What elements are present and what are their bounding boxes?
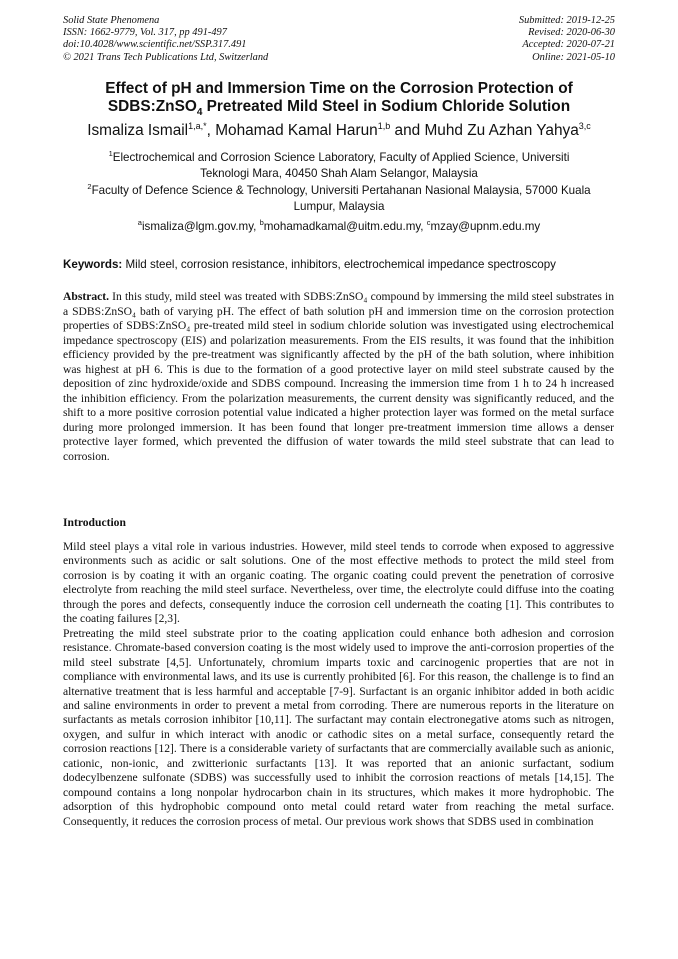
section-heading-introduction: Introduction	[63, 516, 126, 529]
affiliation-1-line-1: Electrochemical and Corrosion Science Laboratory, Faculty of Applied Science, Universiti	[112, 151, 570, 164]
title-line-1: Effect of pH and Immersion Time on the Corrosion Protection of	[105, 80, 573, 97]
author-emails	[40, 219, 638, 235]
affiliation-2-line-2: Lumpur, Malaysia	[293, 200, 385, 213]
journal-name: Solid State Phenomena	[63, 15, 160, 26]
affiliation-2	[60, 183, 618, 215]
title-formula: SDBS:ZnSO	[107, 98, 197, 116]
email-b-marker: b	[259, 218, 264, 228]
title-line-2	[40, 98, 638, 119]
paragraph: Mild steel plays a vital role in various industries. However, mild steel tends to corrode when exposed to aggressive environments such as acidic or salt solutions. One of the most effective methods to protect the mild steel from corrosion is by coating it with an organic coating. The organic coating could prevent the penetration of corrosive electrolyte from reaching the mild steel surface. Nevertheless, over time, the electrolyte could diffuse into the coating through the pores and defects, consequently induce the corrosion cell underneath the coating [1]. This contributes to the coating failures [2,3].	[63, 540, 614, 626]
title-rest: Pretreated Mild Steel in Sodium Chloride Solution	[202, 98, 571, 116]
abstract-label: Abstract.	[63, 290, 110, 303]
email-c[interactable]: mzay@upnm.edu.my	[430, 220, 541, 233]
keywords	[63, 257, 623, 272]
email-b[interactable]: mohamadkamal@uitm.edu.my,	[263, 220, 427, 233]
journal-issn: ISSN: 1662-9779, Vol. 317, pp 491-497	[63, 27, 227, 39]
accepted-date: Accepted: 2020-07-21	[522, 39, 615, 51]
email-a-marker: a	[137, 218, 142, 228]
author-separator: ,	[206, 122, 216, 139]
online-date: Online: 2021-05-10	[532, 51, 615, 63]
author-separator: and	[390, 122, 425, 139]
author-1-affil: 1,a,*	[188, 120, 207, 131]
affiliation-1-marker: 1	[108, 149, 113, 159]
paragraph: Pretreating the mild steel substrate prior to the coating application could enhance both adhesion and corrosion resistance. Chromate-based conversion coating is the most widely used to improve the anti-corrosion properties of the mild steel substrate [4,5]. Unfortunately, chromium imparts toxic and carcinogenic properties that are not in compliance with environmental laws, and its use is currently prohibited [6]. For this reason, the challenge is to find an alternative treatment that is less harmful and acceptable [7-9]. Surfactant is an organic inhibitor added in both acidic and saline environments in order to prevent a metal from corroding. There are numerous reports in the literature on surfactants as metals corrosion inhibitor [10,11]. The surfactant may contain electronegative atoms such as nitrogen, oxygen, and sulfur in which interact with anodic or cathodic sites on a metal surface, consequently retard the corrosion reactions [12]. There is a considerable variety of surfactants that are commercially available such as anionic, cationic, non-ionic, and zwitterionic surfactants [13]. It was reported that an anionic surfactant, sodium dodecylbenzene sulfonate (SDBS) was successfully used to inhibit the corrosion reactions of metals [14,15]. The compound contains a long nonpolar hydrocarbon chain in its structures, which makes it more hydrophobic. The adsorption of this hydrophobic compound onto metal could retard water from reaching the metal surface. Consequently, it reduces the corrosion process of metal. Our previous work shows that SDBS used in combination	[63, 626, 614, 828]
keywords-text: Mild steel, corrosion resistance, inhibitors, electrochemical impedance spectroscopy	[122, 258, 556, 271]
revised-date: Revised: 2020-06-30	[528, 27, 615, 39]
keywords-label: Keywords:	[63, 258, 123, 271]
paper-title	[40, 80, 638, 117]
journal-doi: doi:10.4028/www.scientific.net/SSP.317.491	[63, 39, 247, 51]
author-3: Muhd Zu Azhan Yahya	[424, 122, 579, 139]
author-2-affil: 1,b	[377, 120, 391, 131]
title-formula-subscript: 4	[196, 107, 203, 119]
author-list	[20, 122, 658, 140]
email-c-marker: c	[426, 218, 431, 228]
affiliation-2-marker: 2	[87, 182, 92, 192]
email-a[interactable]: ismaliza@lgm.gov.my,	[141, 220, 260, 233]
affiliation-1-line-2: Teknologi Mara, 40450 Shah Alam Selangor, Malaysia	[200, 167, 478, 180]
dates-header	[519, 15, 615, 64]
author-1: Ismaliza Ismail	[87, 122, 189, 139]
affiliation-2-line-1: Faculty of Defence Science & Technology, Universiti Pertahanan Nasional Malaysia, 57000 Kuala	[91, 184, 591, 197]
abstract-text: In this study, mild steel was treated with SDBS:ZnSO₄ compound by immersing the mild steel substrates in a SDBS:ZnSO₄ bath of varying pH. The effect of bath solution pH and immersion time on the corrosion protection properties of SDBS:ZnSO₄ pre-treated mild steel in sodium chloride solution was investigated using electrochemical impedance spectroscopy (EIS) and polarization measurements. From the EIS results, it was found that the inhibition efficiency provided by the pre-treatment was significantly affected by the pH of the bath solution, where inhibition was highest at pH 6. This is due to the formation of a good protective layer on mild steel substrate caused by the deposition of zinc hydroxide/oxide and SDBS compound. Increasing the immersion time from 1 h to 24 h increased the inhibition efficiency. From the polarization measurements, the current density was significantly reduced, and the shift to a more positive corrosion potential value indicated a higher protection layer was formed on the metal surface during more prolonged immersion. It has been found that longer pre-treatment immersion time allows a denser protective layer formed, which prevented the diffusion of water towards the mild steel substrate that can lead to corrosion.	[63, 290, 614, 463]
author-2: Mohamad Kamal Harun	[215, 122, 378, 139]
affiliation-1	[60, 150, 618, 182]
submitted-date: Submitted: 2019-12-25	[518, 15, 615, 26]
abstract	[63, 290, 614, 464]
journal-copyright: © 2021 Trans Tech Publications Ltd, Switzerland	[63, 51, 269, 63]
journal-header	[63, 15, 268, 64]
author-3-affil: 3,c	[578, 120, 591, 131]
introduction-body	[63, 540, 614, 829]
